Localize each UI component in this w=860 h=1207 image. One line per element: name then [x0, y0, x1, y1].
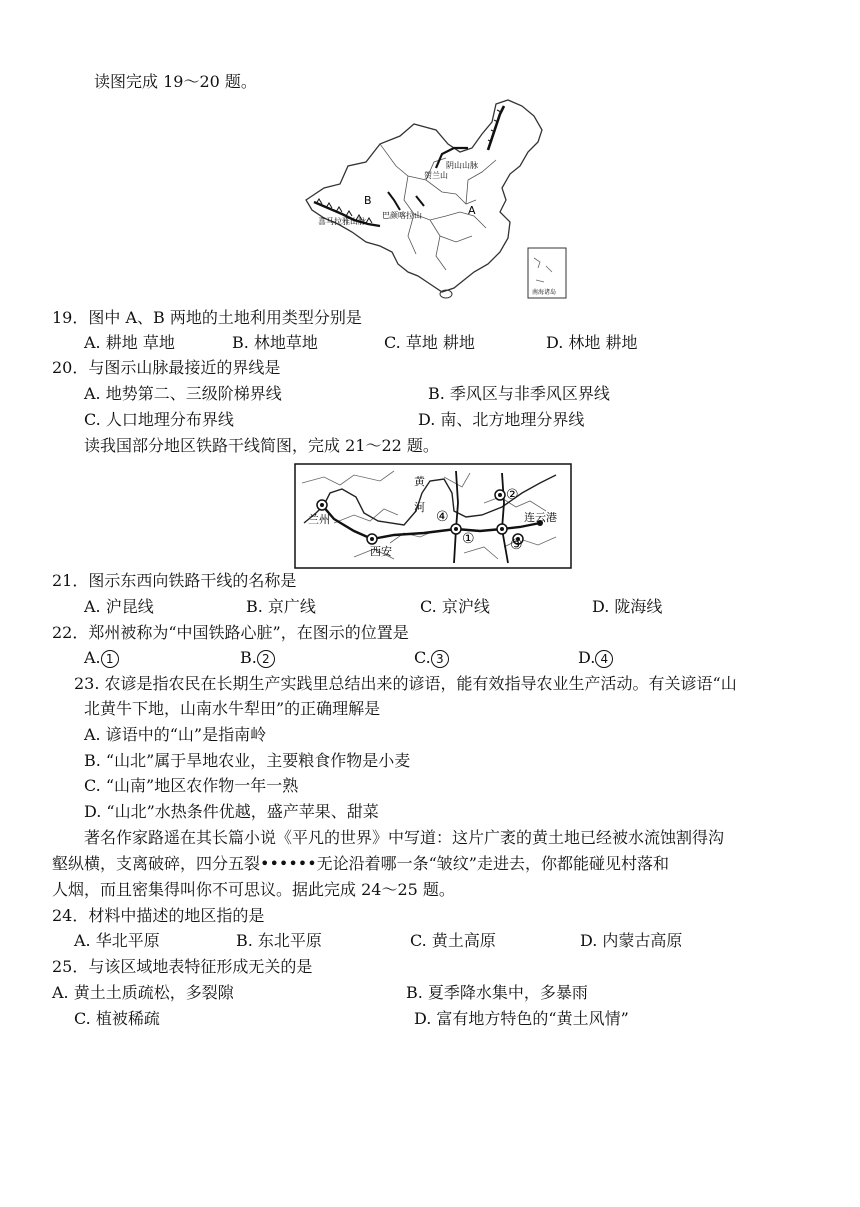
map1-label-himalaya: 喜马拉雅山脉	[318, 217, 366, 226]
map1-label-helan: 贺兰山	[424, 171, 448, 180]
passage-line3: 人烟，而且密集得叫你不可思议。据此完成 24～25 题。	[52, 880, 455, 899]
intro-19-20: 读图完成 19～20 题。	[94, 72, 257, 91]
railway-label-n1: ①	[462, 531, 475, 547]
q23-option-c[interactable]: C. “山南”地区农作物一年一熟	[84, 776, 299, 795]
q24-option-d[interactable]: D. 内蒙古高原	[580, 931, 683, 950]
q22-option-c-number: 3	[431, 650, 449, 668]
q19-option-d[interactable]: D. 林地 耕地	[546, 333, 638, 352]
map1-label-a: A	[468, 204, 476, 217]
q19-option-b[interactable]: B. 林地草地	[232, 333, 318, 352]
railway-label-n3: ③	[510, 537, 523, 553]
q25-option-d[interactable]: D. 富有地方特色的“黄土风情”	[414, 1009, 629, 1028]
q21-option-d[interactable]: D. 陇海线	[592, 597, 663, 616]
railway-map	[294, 463, 572, 569]
passage-line2: 壑纵横，支离破碎，四分五裂••••••无论沿着哪一条“皱纹”走进去，你都能碰见村落和	[52, 854, 669, 873]
q22-option-b-prefix: B.	[240, 648, 257, 667]
q22-option-d-number: 4	[595, 650, 613, 668]
q22-option-a-number: 1	[101, 650, 119, 668]
q19-option-a[interactable]: A. 耕地 草地	[84, 333, 175, 352]
q20-stem: 20．与图示山脉最接近的界线是	[52, 358, 281, 377]
q23-stem-line2: 北黄牛下地，山南水牛犁田”的正确理解是	[84, 699, 381, 718]
railway-label-n2: ②	[506, 487, 519, 503]
intro-21-22: 读我国部分地区铁路干线简图，完成 21～22 题。	[84, 436, 439, 455]
railway-label-n4: ④	[436, 509, 449, 525]
map1-label-yinshan: 阴山山脉	[446, 161, 478, 170]
q20-option-b[interactable]: B. 季风区与非季风区界线	[428, 384, 610, 403]
q24-stem: 24．材料中描述的地区指的是	[52, 906, 265, 925]
q23-option-b[interactable]: B. “山北”属于旱地农业，主要粮食作物是小麦	[84, 751, 411, 770]
railway-label-lianyungang: 连云港	[524, 511, 557, 524]
q22-option-a-prefix: A.	[84, 648, 101, 667]
q22-option-d-prefix: D.	[578, 648, 596, 667]
china-mountains-map	[296, 96, 570, 302]
railway-label-lanzhou: 兰州	[308, 513, 330, 526]
map1-label-b: B	[364, 194, 372, 207]
q25-option-c[interactable]: C. 植被稀疏	[74, 1009, 160, 1028]
q21-option-a[interactable]: A. 沪昆线	[84, 597, 154, 616]
q25-option-b[interactable]: B. 夏季降水集中，多暴雨	[406, 983, 588, 1002]
q22-option-c[interactable]	[414, 648, 449, 668]
railway-label-huanghe-2: 河	[414, 501, 425, 514]
q25-stem: 25．与该区域地表特征形成无关的是	[52, 957, 313, 976]
map1-label-inset: 南海诸岛	[532, 289, 557, 296]
railway-label-xian: 西安	[370, 545, 392, 558]
q23-option-a[interactable]: A. 谚语中的“山”是指南岭	[84, 725, 267, 744]
q24-option-b[interactable]: B. 东北平原	[236, 931, 322, 950]
q20-option-d[interactable]: D. 南、北方地理分界线	[418, 410, 585, 429]
q22-option-b-number: 2	[257, 650, 275, 668]
q20-option-a[interactable]: A. 地势第二、三级阶梯界线	[84, 384, 282, 403]
q24-option-c[interactable]: C. 黄土高原	[410, 931, 496, 950]
q23-option-d[interactable]: D. “山北”水热条件优越，盛产苹果、甜菜	[84, 802, 379, 821]
q20-option-c[interactable]: C. 人口地理分布界线	[84, 410, 234, 429]
q22-option-b[interactable]	[240, 648, 275, 668]
q22-option-d[interactable]	[578, 648, 613, 668]
q24-option-a[interactable]: A. 华北平原	[74, 931, 160, 950]
q19-option-c[interactable]: C. 草地 耕地	[384, 333, 475, 352]
q21-option-c[interactable]: C. 京沪线	[420, 597, 490, 616]
q19-stem: 19．图中 A、B 两地的土地利用类型分别是	[52, 308, 362, 327]
q22-option-c-prefix: C.	[414, 648, 431, 667]
map1-label-bayankala: 巴颜喀拉山	[382, 211, 422, 220]
passage-line1: 著名作家路遥在其长篇小说《平凡的世界》中写道：这片广袤的黄土地已经被水流蚀割得沟	[84, 828, 725, 847]
railway-label-huanghe-1: 黄	[414, 475, 425, 488]
q22-stem: 22．郑州被称为“中国铁路心脏”，在图示的位置是	[52, 623, 409, 642]
q22-option-a[interactable]	[84, 648, 119, 668]
q23-stem-line1: 23. 农谚是指农民在长期生产实践里总结出来的谚语，能有效指导农业生产活动。有关谚语“山	[74, 674, 737, 693]
q21-stem: 21．图示东西向铁路干线的名称是	[52, 571, 297, 590]
q21-option-b[interactable]: B. 京广线	[246, 597, 316, 616]
q25-option-a[interactable]: A. 黄土土质疏松，多裂隙	[52, 983, 234, 1002]
